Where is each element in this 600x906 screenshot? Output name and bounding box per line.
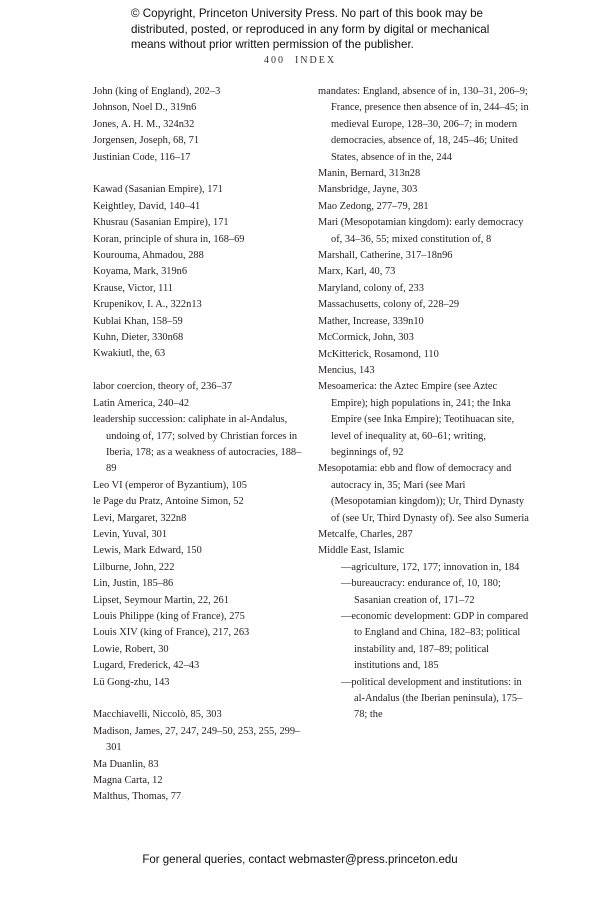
- index-subentry: —agriculture, 172, 177; innovation in, 184: [341, 561, 520, 573]
- index-subentry: —political development and institutions: in al-Andalus (the Iberian peninsula), 175–78; the: [341, 676, 523, 721]
- index-entry: Mather, Increase, 339n10: [318, 315, 424, 327]
- index-entry: Khusrau (Sasanian Empire), 171: [93, 217, 229, 229]
- index-entry: Maryland, colony of, 233: [318, 282, 424, 294]
- running-head: [0, 55, 600, 66]
- section-gap: [93, 363, 308, 379]
- index-entry: Massachusetts, colony of, 228–29: [318, 299, 460, 311]
- index-entry: Kuhn, Dieter, 330n68: [93, 332, 184, 344]
- index-entry: Malthus, Thomas, 77: [93, 791, 182, 803]
- index-entry: Marshall, Catherine, 317–18n96: [318, 250, 453, 262]
- index-subentry: —economic development: GDP in compared to England and China, 182–83; political instability and, 187–89; political institutions and, 185: [341, 611, 529, 672]
- index-entry: Ma Duanlin, 83: [93, 758, 159, 770]
- index-entry: leadership succession: caliphate in al-Andalus, undoing of, 177; solved by Christian forces in Iberia, 178; as a weakness of autocracies, 188–89: [93, 414, 302, 475]
- section-title: INDEX: [294, 55, 337, 66]
- index-entry: Keightley, David, 140–41: [93, 200, 201, 212]
- index-entry: labor coercion, theory of, 236–37: [93, 381, 233, 393]
- index-entry: Kourouma, Ahmadou, 288: [93, 250, 204, 262]
- index-entry: Lin, Justin, 185–86: [93, 578, 174, 590]
- index-entry: Koyama, Mark, 319n6: [93, 266, 188, 278]
- index-entry: Mari (Mesopotamian kingdom): early democracy of, 34–36, 55; mixed constitution of, 8: [318, 217, 524, 245]
- index-entry: Johnson, Noel D., 319n6: [93, 102, 197, 114]
- index-entry: McCormick, John, 303: [318, 332, 414, 344]
- index-entry: Lü Gong-zhu, 143: [93, 676, 170, 688]
- index-entry: Lewis, Mark Edward, 150: [93, 545, 202, 557]
- copyright-notice: © Copyright, Princeton University Press. No part of this book may be distributed, posted, or reproduced in any form by digital or mechanical means without prior written permission of the publisher.: [131, 7, 490, 51]
- section-gap: [93, 166, 308, 182]
- index-entry: Middle East, Islamic: [318, 545, 405, 557]
- index-entry: Latin America, 240–42: [93, 397, 190, 409]
- index-column-right: [318, 84, 530, 724]
- index-entry: Leo VI (emperor of Byzantium), 105: [93, 479, 247, 491]
- index-entry: le Page du Pratz, Antoine Simon, 52: [93, 496, 244, 508]
- index-entry: Metcalfe, Charles, 287: [318, 528, 413, 540]
- index-entry: McKitterick, Rosamond, 110: [318, 348, 439, 360]
- index-entry: Krause, Victor, 111: [93, 282, 173, 294]
- index-entry: Kawad (Sasanian Empire), 171: [93, 184, 223, 196]
- index-entry: Louis XIV (king of France), 217, 263: [93, 627, 250, 639]
- index-entry: Koran, principle of shura in, 168–69: [93, 233, 245, 245]
- index-entry: Madison, James, 27, 247, 249–50, 253, 255, 299–301: [93, 725, 301, 754]
- index-entry: Mencius, 143: [318, 364, 375, 376]
- page-number: 400: [263, 55, 285, 66]
- index-entry: Mao Zedong, 277–79, 281: [318, 200, 429, 212]
- index-entry: Mesopotamia: ebb and flow of democracy and autocracy in, 35; Mari (see Mari (Mesopotamian kingdom)); Ur, Third Dynasty of (see Ur, Third Dynasty of). See also Sumeria: [318, 463, 529, 524]
- index-entry: Kwakiutl, the, 63: [93, 348, 166, 360]
- index-entry: Levi, Margaret, 322n8: [93, 512, 187, 524]
- index-subentry: —bureaucracy: endurance of, 10, 180; Sasanian creation of, 171–72: [341, 578, 501, 606]
- index-entry: John (king of England), 202–3: [93, 86, 221, 97]
- footer-contact: For general queries, contact webmaster@press.princeton.edu: [142, 854, 458, 866]
- index-entry: Justinian Code, 116–17: [93, 151, 191, 163]
- index-entry: mandates: England, absence of in, 130–31, 206–9; France, presence then absence of in, 244–45; in medieval Europe, 128–30, 206–7; in modern democracies, absence of, 18, 245–46; United States, absence of in the, 244: [318, 86, 529, 163]
- index-entry: Manin, Bernard, 313n28: [318, 168, 421, 180]
- index-entry: Jones, A. H. M., 324n32: [93, 118, 195, 130]
- section-gap: [93, 691, 308, 707]
- index-entry: Krupenikov, I. A., 322n13: [93, 299, 202, 311]
- index-entry: Lugard, Frederick, 42–43: [93, 660, 200, 672]
- index-entry: Mansbridge, Jayne, 303: [318, 184, 418, 196]
- index-column-left: [93, 84, 308, 806]
- index-entry: Jorgensen, Joseph, 68, 71: [93, 135, 200, 147]
- index-entry: Kublai Khan, 158–59: [93, 315, 183, 327]
- index-entry: Louis Philippe (king of France), 275: [93, 610, 245, 622]
- index-entry: Macchiavelli, Niccolò, 85, 303: [93, 709, 222, 721]
- index-entry: Levin, Yuval, 301: [93, 528, 168, 540]
- index-entry: Lilburne, John, 222: [93, 561, 175, 573]
- index-entry: Lowie, Robert, 30: [93, 643, 169, 655]
- index-entry: Lipset, Seymour Martin, 22, 261: [93, 594, 229, 606]
- index-entry: Mesoamerica: the Aztec Empire (see Aztec Empire); high populations in, 241; the Inka Empire (see Inka Empire); Teotihuacan site, level of inequality at, 60–61; writing, beginnings of, 92: [318, 381, 515, 458]
- index-entry: Magna Carta, 12: [93, 775, 163, 787]
- index-entry: Marx, Karl, 40, 73: [318, 266, 396, 278]
